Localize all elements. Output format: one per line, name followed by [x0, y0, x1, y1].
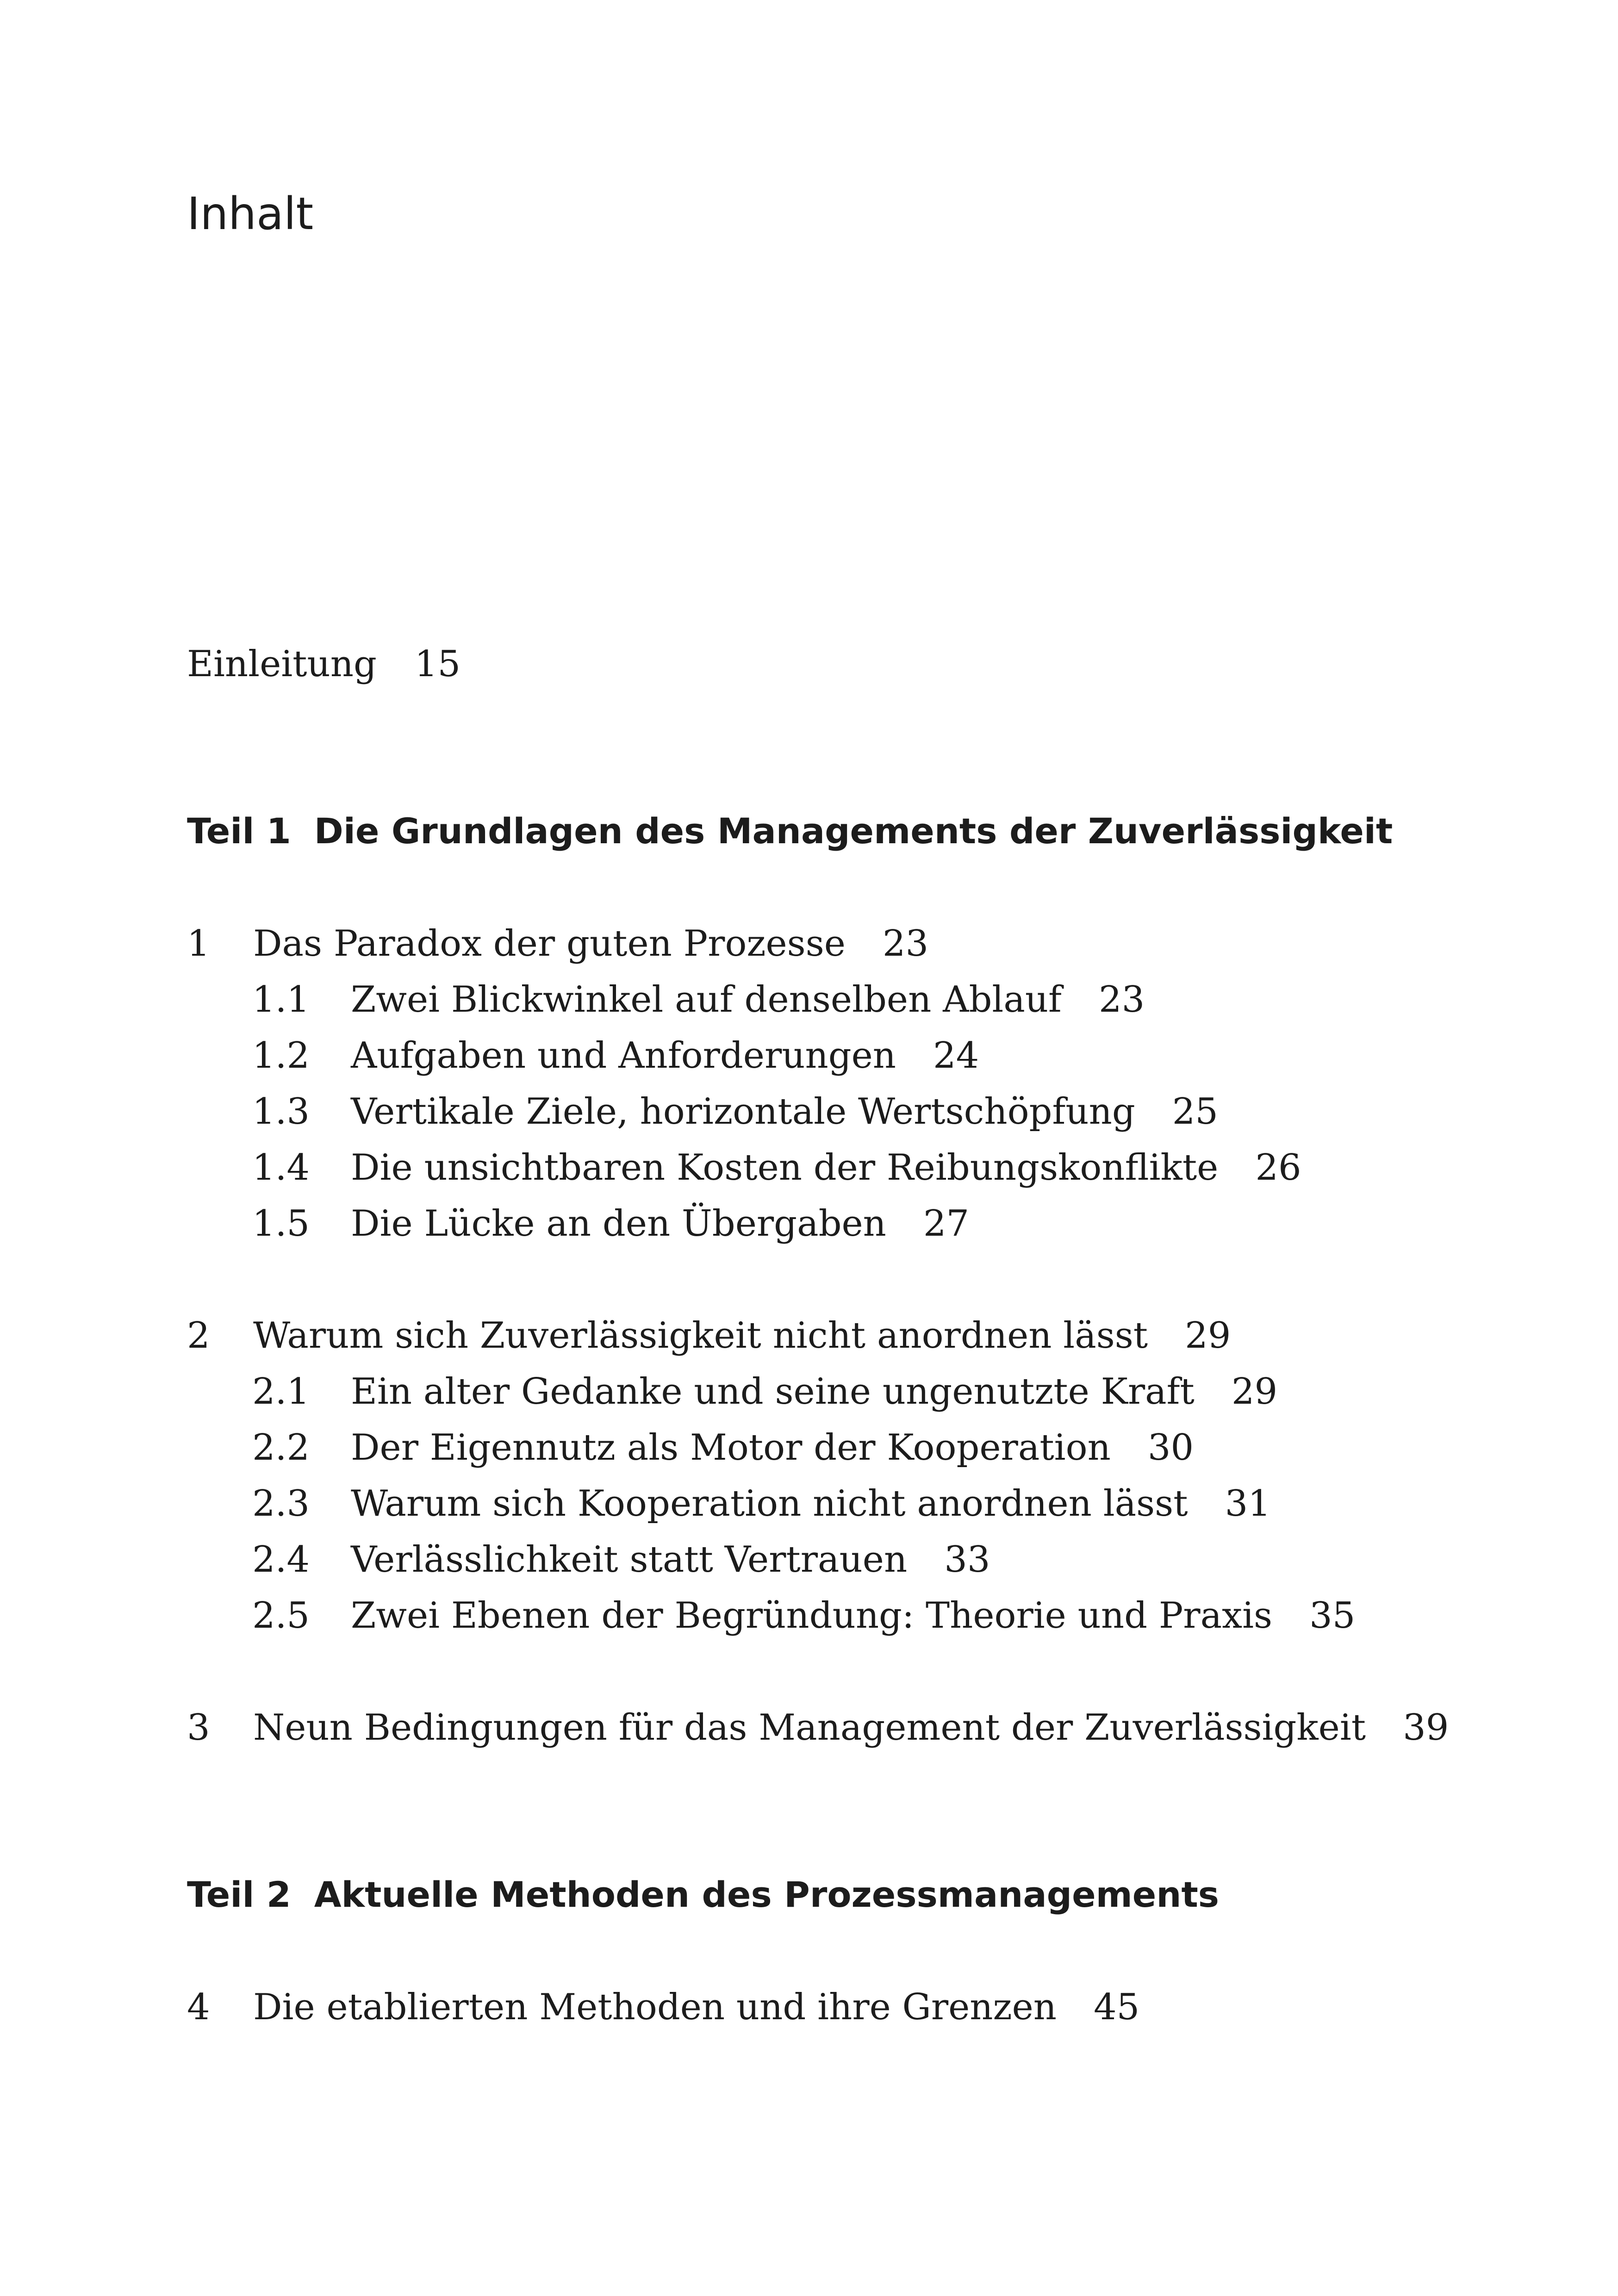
toc-entry-section-1-4[interactable] — [252, 1140, 1301, 1195]
section-number: 1.1 — [252, 979, 310, 1020]
page-number: 35 — [1309, 1595, 1356, 1636]
toc-entry-section-2-1[interactable] — [252, 1364, 1277, 1419]
section-number: 2.3 — [252, 1483, 310, 1524]
section-number: 1.2 — [252, 1035, 310, 1076]
section-number: 1.3 — [252, 1091, 310, 1132]
toc-entry-section-2-4[interactable] — [252, 1532, 990, 1587]
section-number: 2.2 — [252, 1427, 310, 1468]
page-number: 24 — [933, 1035, 979, 1076]
toc-entry-section-1-3[interactable] — [252, 1084, 1218, 1139]
section-number: 2.5 — [252, 1595, 310, 1636]
entry-title: Der Eigennutz als Motor der Kooperation — [351, 1427, 1111, 1468]
page-title: Inhalt — [187, 188, 314, 240]
entry-title: Warum sich Kooperation nicht anordnen lässt — [351, 1483, 1188, 1524]
toc-entry-section-2-3[interactable] — [252, 1476, 1271, 1531]
entry-title: Verlässlichkeit statt Vertrauen — [351, 1539, 908, 1580]
toc-entry-chapter-1[interactable] — [187, 916, 928, 971]
toc-entry-chapter-2[interactable] — [187, 1308, 1231, 1363]
toc-entry-section-1-5[interactable] — [252, 1196, 969, 1251]
page-number: 29 — [1231, 1371, 1278, 1412]
entry-title: Aufgaben und Anforderungen — [351, 1035, 896, 1076]
toc-entry-chapter-3[interactable] — [187, 1700, 1449, 1755]
entry-title: Einleitung — [187, 643, 377, 685]
part-heading-1 — [187, 803, 1393, 859]
part-title: Die Grundlagen des Managements der Zuverlässigkeit — [314, 810, 1393, 852]
page-number: 23 — [1098, 979, 1145, 1020]
section-number: 2.1 — [252, 1371, 310, 1412]
toc-entry-chapter-4[interactable] — [187, 1979, 1139, 2035]
section-number: 1.5 — [252, 1203, 310, 1244]
chapter-number: 3 — [187, 1707, 210, 1748]
entry-title: Die unsichtbaren Kosten der Reibungskonflikte — [351, 1147, 1219, 1188]
toc-entry-section-1-2[interactable] — [252, 1028, 979, 1083]
entry-title: Zwei Ebenen der Begründung: Theorie und Praxis — [351, 1595, 1273, 1636]
page-number: 33 — [944, 1539, 990, 1580]
toc-entry-section-2-5[interactable] — [252, 1588, 1355, 1643]
page-number: 27 — [923, 1203, 970, 1244]
entry-title: Ein alter Gedanke und seine ungenutzte Kraft — [351, 1371, 1195, 1412]
entry-title: Neun Bedingungen für das Management der Zuverlässigkeit — [253, 1707, 1366, 1748]
page-number: 31 — [1225, 1483, 1271, 1524]
entry-title: Vertikale Ziele, horizontale Wertschöpfung — [351, 1091, 1135, 1132]
page-number: 25 — [1172, 1091, 1219, 1132]
page-number: 45 — [1094, 1986, 1140, 2028]
page-number: 39 — [1403, 1707, 1449, 1748]
page-number: 23 — [882, 923, 929, 964]
page-number: 29 — [1185, 1315, 1231, 1356]
section-number: 1.4 — [252, 1147, 310, 1188]
entry-title: Die etablierten Methoden und ihre Grenzen — [253, 1986, 1057, 2028]
toc-entry-intro[interactable] — [187, 636, 461, 692]
part-heading-2 — [187, 1867, 1219, 1923]
section-number: 2.4 — [252, 1539, 310, 1580]
entry-title: Das Paradox der guten Prozesse — [253, 923, 846, 964]
part-number: Teil 2 — [187, 1874, 291, 1915]
chapter-number: 1 — [187, 923, 210, 964]
toc-entry-section-2-2[interactable] — [252, 1420, 1194, 1475]
entry-title: Die Lücke an den Übergaben — [351, 1203, 886, 1244]
chapter-number: 2 — [187, 1315, 210, 1356]
part-title: Aktuelle Methoden des Prozessmanagements — [314, 1874, 1220, 1915]
chapter-number: 4 — [187, 1986, 210, 2028]
entry-title: Warum sich Zuverlässigkeit nicht anordnen lässt — [253, 1315, 1148, 1356]
page-number: 26 — [1255, 1147, 1301, 1188]
entry-title: Zwei Blickwinkel auf denselben Ablauf — [351, 979, 1062, 1020]
page-number: 30 — [1147, 1427, 1194, 1468]
toc-entry-section-1-1[interactable] — [252, 972, 1145, 1027]
page-number: 15 — [414, 643, 461, 685]
part-number: Teil 1 — [187, 810, 291, 852]
